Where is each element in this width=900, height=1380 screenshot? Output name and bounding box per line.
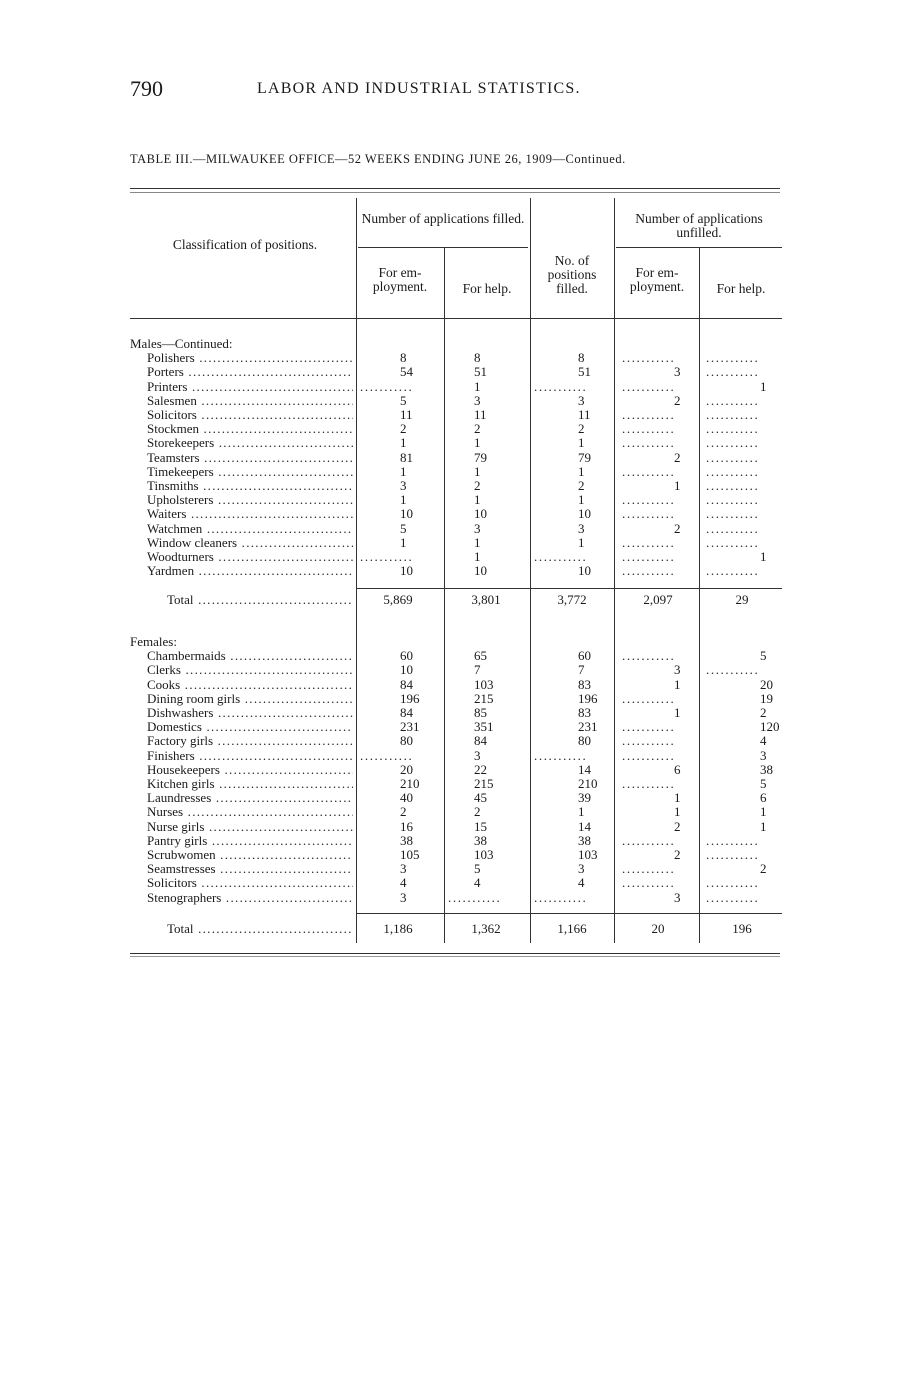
cell-value: 51 [474,364,487,380]
cell-value: 8 [578,350,585,366]
empty-cell-leader: ........... [706,351,760,366]
total-value: 29 [735,592,749,607]
cell-value: 83 [578,705,591,720]
cell-value: 80 [400,733,413,749]
empty-cell-leader: ........... [622,720,676,735]
empty-cell-leader: ........... [534,379,588,394]
row-label: Woodturners ..... [147,550,353,564]
row-label: Porters ..... [147,365,353,379]
total-label: Total ..... [167,922,353,936]
cell-value: 10 [400,506,413,522]
cell-value: 5 [400,520,407,536]
header-positions-filled: No. of positions filled. [547,253,597,296]
cell-value: 8 [474,350,481,366]
cell-value: 45 [474,790,487,806]
cell-value: 3 [400,478,407,493]
empty-cell-leader: ........... [622,649,676,664]
empty-cell-leader: ........... [622,862,676,877]
empty-cell-leader: ........... [706,507,760,522]
cell-value: 1 [578,534,585,550]
total-value: 20 [651,921,665,936]
cell-value: 6 [760,790,767,806]
cell-value: 1 [760,549,767,564]
cell-value: 4 [400,875,407,891]
header-group-filled: Number of applications filled. [361,211,525,226]
cell-value: 1 [578,804,585,820]
empty-cell-leader: ........... [706,450,760,465]
cell-value: 10 [578,563,591,579]
cell-value: 103 [578,847,598,862]
empty-cell-leader: ........... [622,493,676,508]
cell-value: 1 [578,463,585,479]
row-label: Storekeepers ..... [147,436,353,450]
cell-value: 10 [474,506,487,522]
cell-value: 81 [400,449,413,465]
row-label: Window cleaners ..... [147,536,353,550]
cell-value: 196 [578,690,598,706]
empty-cell-leader: ........... [622,507,676,522]
cell-value: 38 [400,832,413,848]
empty-cell-leader: ........... [706,564,760,579]
total-value: 3,772 [557,592,587,607]
empty-cell-leader: ........... [706,493,760,508]
cell-value: 103 [474,676,494,692]
cell-value: 54 [400,364,413,380]
cell-value: 11 [474,407,487,422]
cell-value: 3 [400,861,407,877]
empty-cell-leader: ........... [448,890,502,905]
empty-cell-leader: ........... [706,422,760,437]
empty-cell-leader: ........... [622,734,676,749]
cell-value: 1 [474,549,481,564]
row-label: Finishers ..... [147,749,353,763]
cell-value: 196 [400,690,420,706]
total-value: 2,097 [643,592,673,607]
cell-value: 10 [400,662,413,678]
row-label: Stockmen ..... [147,422,353,436]
cell-value: 2 [674,520,681,536]
cell-value: 2 [474,804,481,820]
column-divider [614,198,615,943]
empty-cell-leader: ........... [706,535,760,550]
empty-cell-leader: ........... [360,748,414,763]
cell-value: 2 [578,478,585,493]
cell-value: 3 [474,747,481,763]
empty-cell-leader: ........... [360,550,414,564]
row-label: Nurses ..... [147,805,353,819]
cell-value: 2 [674,818,681,834]
female-total-rule [356,913,782,914]
cell-value: 210 [578,776,598,791]
cell-value: 1 [474,435,481,451]
row-label: Printers ..... [147,380,353,394]
cell-value: 84 [474,733,487,749]
empty-cell-leader: ........... [534,748,588,763]
cell-value: 1 [400,534,407,550]
cell-value: 2 [578,421,585,437]
row-label: Teamsters ..... [147,451,353,465]
empty-cell-leader: ........... [622,691,676,706]
male-total-rule [356,588,782,589]
cell-value: 1 [578,492,585,508]
empty-cell-leader: ........... [622,408,676,422]
cell-value: 2 [400,421,407,437]
row-label: Factory girls ..... [147,734,353,748]
cell-value: 215 [474,690,494,706]
cell-value: 80 [578,733,591,749]
cell-value: 105 [400,847,420,862]
cell-value: 1 [760,818,767,834]
empty-cell-leader: ........... [706,464,760,479]
empty-cell-leader: ........... [706,436,760,451]
cell-value: 4 [578,875,585,891]
empty-cell-leader: ........... [534,550,588,564]
cell-value: 1 [674,676,681,692]
total-value: 3,801 [471,592,501,607]
cell-value: 5 [760,648,767,664]
cell-value: 231 [400,719,420,735]
empty-cell-leader: ........... [706,365,760,380]
row-label: Dishwashers ..... [147,706,353,720]
header-group-rule [358,247,528,248]
cell-value: 79 [474,449,487,465]
cell-value: 1 [400,492,407,508]
cell-value: 19 [760,690,773,706]
cell-value: 83 [578,676,591,692]
cell-value: 1 [674,804,681,820]
cell-value: 5 [400,392,407,408]
cell-value: 5 [760,776,767,791]
cell-value: 7 [578,662,585,678]
empty-cell-leader: ........... [706,890,760,905]
total-value: 1,362 [471,921,501,936]
cell-value: 60 [400,648,413,664]
empty-cell-leader: ........... [622,535,676,550]
empty-cell-leader: ........... [622,351,676,366]
females-heading: Females: [130,635,177,649]
cell-value: 3 [400,889,407,905]
cell-value: 16 [400,818,413,834]
empty-cell-leader: ........... [622,379,676,394]
empty-cell-leader: ........... [534,890,588,905]
table-top-rule-2 [130,192,780,193]
cell-value: 2 [400,804,407,820]
row-label: Polishers ..... [147,351,353,365]
cell-value: 39 [578,790,591,806]
row-label: Laundresses ..... [147,791,353,805]
row-label: Housekeepers ..... [147,763,353,777]
header-bottom-rule [130,318,782,319]
header-for-employment-unfilled: For em-ployment. [629,265,685,294]
cell-value: 351 [474,719,494,735]
row-label: Clerks ..... [147,663,353,677]
column-divider [699,248,700,943]
empty-cell-leader: ........... [706,479,760,493]
cell-value: 7 [474,662,481,678]
cell-value: 85 [474,705,487,720]
cell-value: 1 [474,463,481,479]
header-classification: Classification of positions. [172,237,318,252]
cell-value: 1 [760,378,767,394]
row-label: Cooks ..... [147,678,353,692]
cell-value: 2 [674,392,681,408]
header-group-rule [616,247,782,248]
cell-value: 10 [578,506,591,522]
row-label: Tinsmiths ..... [147,479,353,493]
row-label: Seamstresses ..... [147,862,353,876]
cell-value: 14 [578,818,591,834]
cell-value: 11 [578,407,591,422]
total-value: 5,869 [383,592,413,607]
empty-cell-leader: ........... [706,833,760,848]
header-for-help: For help. [462,281,512,296]
cell-value: 3 [674,889,681,905]
cell-value: 2 [474,421,481,437]
empty-cell-leader: ........... [622,436,676,451]
cell-value: 3 [760,747,767,763]
row-label: Upholsterers ..... [147,493,353,507]
row-label: Solicitors ..... [147,408,353,422]
empty-cell-leader: ........... [622,777,676,791]
empty-cell-leader: ........... [360,379,414,394]
table-top-rule [130,188,780,189]
cell-value: 1 [474,492,481,508]
row-label: Pantry girls ..... [147,834,353,848]
table-bottom-rule [130,953,780,954]
row-label: Chambermaids ..... [147,649,353,663]
row-label: Dining room girls ..... [147,692,353,706]
table-title: TABLE III.—MILWAUKEE OFFICE—52 WEEKS ENDING JUNE 26, 1909—Continued. [130,152,626,166]
cell-value: 4 [760,733,767,749]
cell-value: 8 [400,350,407,366]
page-header [130,76,790,106]
total-label: Total ..... [167,593,353,607]
cell-value: 1 [674,705,681,720]
row-label: Domestics ..... [147,720,353,734]
cell-value: 2 [674,847,681,862]
cell-value: 38 [474,832,487,848]
total-value: 1,186 [383,921,413,936]
total-value: 196 [732,921,752,936]
cell-value: 215 [474,776,494,791]
cell-value: 210 [400,776,420,791]
cell-value: 3 [474,520,481,536]
row-label: Stenographers ..... [147,891,353,905]
cell-value: 60 [578,648,591,664]
cell-value: 1 [474,378,481,394]
empty-cell-leader: ........... [706,848,760,862]
table-bottom-rule-2 [130,956,780,957]
cell-value: 120 [760,719,780,735]
page-number: 790 [130,76,163,101]
empty-cell-leader: ........... [622,422,676,437]
cell-value: 1 [578,435,585,451]
header-group-unfilled: Number of applications unfilled. [635,211,763,240]
cell-value: 65 [474,648,487,664]
total-value: 1,166 [557,921,587,936]
empty-cell-leader: ........... [706,393,760,408]
cell-value: 20 [400,761,413,777]
row-label: Watchmen ..... [147,522,353,536]
males-heading: Males—Continued: [130,337,233,351]
cell-value: 79 [578,449,591,465]
empty-cell-leader: ........... [706,663,760,678]
header-for-employment: For em-ployment. [372,265,428,294]
row-label: Salesmen ..... [147,394,353,408]
row-label: Nurse girls ..... [147,820,353,834]
row-label: Kitchen girls ..... [147,777,353,791]
cell-value: 1 [674,790,681,806]
cell-value: 103 [474,847,494,862]
cell-value: 15 [474,818,487,834]
cell-value: 2 [674,449,681,465]
empty-cell-leader: ........... [622,833,676,848]
empty-cell-leader: ........... [622,876,676,891]
empty-cell-leader: ........... [622,564,676,579]
cell-value: 84 [400,705,413,720]
cell-value: 4 [474,875,481,891]
cell-value: 3 [674,364,681,380]
cell-value: 1 [760,804,767,820]
cell-value: 1 [474,534,481,550]
row-label: Timekeepers ..... [147,465,353,479]
cell-value: 11 [400,407,413,422]
cell-value: 14 [578,761,591,777]
cell-value: 22 [474,761,487,777]
cell-value: 3 [474,392,481,408]
cell-value: 2 [760,705,767,720]
cell-value: 2 [474,478,481,493]
cell-value: 84 [400,676,413,692]
cell-value: 20 [760,676,773,692]
cell-value: 51 [578,364,591,380]
cell-value: 1 [400,463,407,479]
cell-value: 40 [400,790,413,806]
row-label: Waiters ..... [147,507,353,521]
cell-value: 10 [400,563,413,579]
header-for-help-unfilled: For help. [716,281,766,296]
cell-value: 1 [674,478,681,493]
empty-cell-leader: ........... [706,408,760,422]
row-label: Solicitors ..... [147,876,353,890]
cell-value: 231 [578,719,598,735]
cell-value: 1 [400,435,407,451]
cell-value: 5 [474,861,481,877]
cell-value: 3 [674,662,681,678]
row-label: Scrubwomen ..... [147,848,353,862]
cell-value: 38 [760,761,773,777]
running-head: LABOR AND INDUSTRIAL STATISTICS. [257,80,581,97]
cell-value: 3 [578,392,585,408]
empty-cell-leader: ........... [706,521,760,536]
empty-cell-leader: ........... [622,550,676,564]
cell-value: 6 [674,761,681,777]
cell-value: 10 [474,563,487,579]
cell-value: 3 [578,861,585,877]
empty-cell-leader: ........... [622,464,676,479]
empty-cell-leader: ........... [706,876,760,891]
empty-cell-leader: ........... [622,748,676,763]
cell-value: 3 [578,520,585,536]
cell-value: 38 [578,832,591,848]
row-label: Yardmen ..... [147,564,353,578]
cell-value: 2 [760,861,767,877]
